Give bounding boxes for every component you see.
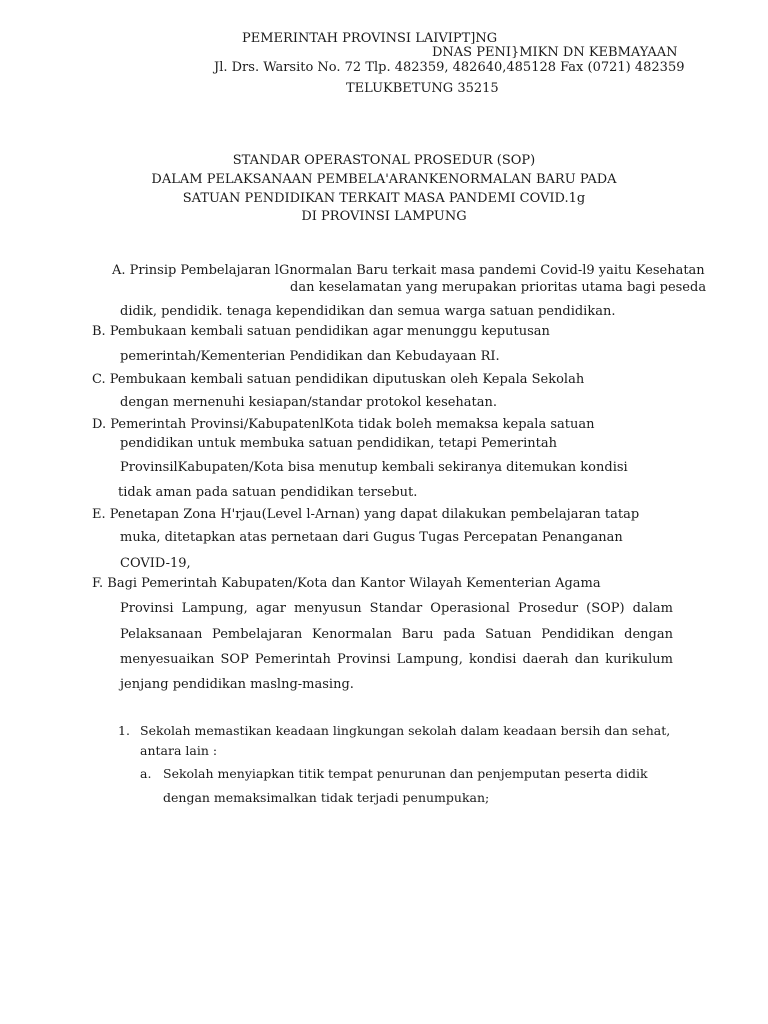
header-department: DNAS PENI}MIKN DN KEBMAYAAN (432, 45, 678, 60)
item-f-line-2: Provinsi Lampung, agar menyusun Standar Operasional Prosedur (SOP) dalam (120, 601, 673, 616)
item-d-line-4: tidak aman pada satuan pendidikan tersebut. (118, 485, 418, 500)
item-d-line-2: pendidikan untuk membuka satuan pendidikan, tetapi Pemerintah (120, 436, 557, 451)
item-b-line-1: B. Pembukaan kembali satuan pendidikan agar menunggu keputusan (92, 324, 550, 339)
sub-a-line-1: Sekolah menyiapkan titik tempat penurunan dan penjemputan peserta didik (163, 766, 648, 781)
item-f-line-3: Pelaksanaan Pembelajaran Kenormalan Baru pada Satuan Pendidikan dengan (120, 627, 673, 642)
sub-a-marker: a. (140, 766, 152, 781)
numbered-1-marker: 1. (118, 723, 130, 738)
numbered-1-line-1: Sekolah memastikan keadaan lingkungan sekolah dalam keadaan bersih dan sehat, (140, 723, 671, 738)
item-a-line-3: didik, pendidik. tenaga kependidikan dan semua warga satuan pendidikan. (120, 304, 616, 319)
item-f-line-1: F. Bagi Pemerintah Kabupaten/Kota dan Kantor Wilayah Kementerian Agama (92, 576, 601, 591)
header-government: PEMERINTAH PROVINSI LAIVIPT]NG (242, 31, 498, 46)
item-c-line-2: dengan mernenuhi kesiapan/standar protokol kesehatan. (120, 395, 498, 410)
item-e-line-3: COVID-19, (120, 556, 191, 571)
item-b-line-2: pemerintah/Kementerian Pendidikan dan Kebudayaan RI. (120, 349, 500, 364)
item-e-line-1: E. Penetapan Zona H'rjau(Level l-Arnan) yang dapat dilakukan pembelajaran tatap (92, 507, 640, 522)
title-line-2: DALAM PELAKSANAAN PEMBELA'ARANKENORMALAN BARU PADA (151, 172, 617, 187)
item-c-line-1: C. Pembukaan kembali satuan pendidikan diputuskan oleh Kepala Sekolah (92, 372, 585, 387)
header-city: TELUKBETUNG 35215 (346, 81, 499, 96)
numbered-1-line-2: antara lain : (140, 743, 218, 758)
item-a-line-2: dan keselamatan yang merupakan prioritas utama bagi peseda (290, 280, 707, 295)
item-d-line-1: D. Pemerintah Provinsi/KabupatenlKota tidak boleh memaksa kepala satuan (92, 417, 595, 432)
item-e-line-2: muka, ditetapkan atas pernetaan dari Gugus Tugas Percepatan Penanganan (120, 530, 623, 545)
item-d-line-3: ProvinsilKabupaten/Kota bisa menutup kembali sekiranya ditemukan kondisi (120, 460, 628, 475)
item-f-line-5: jenjang pendidikan maslng-masing. (120, 677, 354, 692)
item-a-line-1: A. Prinsip Pembelajaran lGnormalan Baru terkait masa pandemi Covid-l9 yaitu Kesehatan (112, 263, 705, 278)
item-f-line-4: menyesuaikan SOP Pemerintah Provinsi Lampung, kondisi daerah dan kurikulum (120, 652, 673, 667)
title-line-4: DI PROVINSI LAMPUNG (301, 209, 467, 224)
header-address: Jl. Drs. Warsito No. 72 Tlp. 482359, 482640,485128 Fax (0721) 482359 (214, 60, 685, 75)
title-line-1: STANDAR OPERASTONAL PROSEDUR (SOP) (232, 153, 536, 168)
sub-a-line-2: dengan memaksimalkan tidak terjadi penumpukan; (163, 790, 490, 805)
title-line-3: SATUAN PENDIDIKAN TERKAIT MASA PANDEMI COVID.1g (182, 191, 586, 206)
